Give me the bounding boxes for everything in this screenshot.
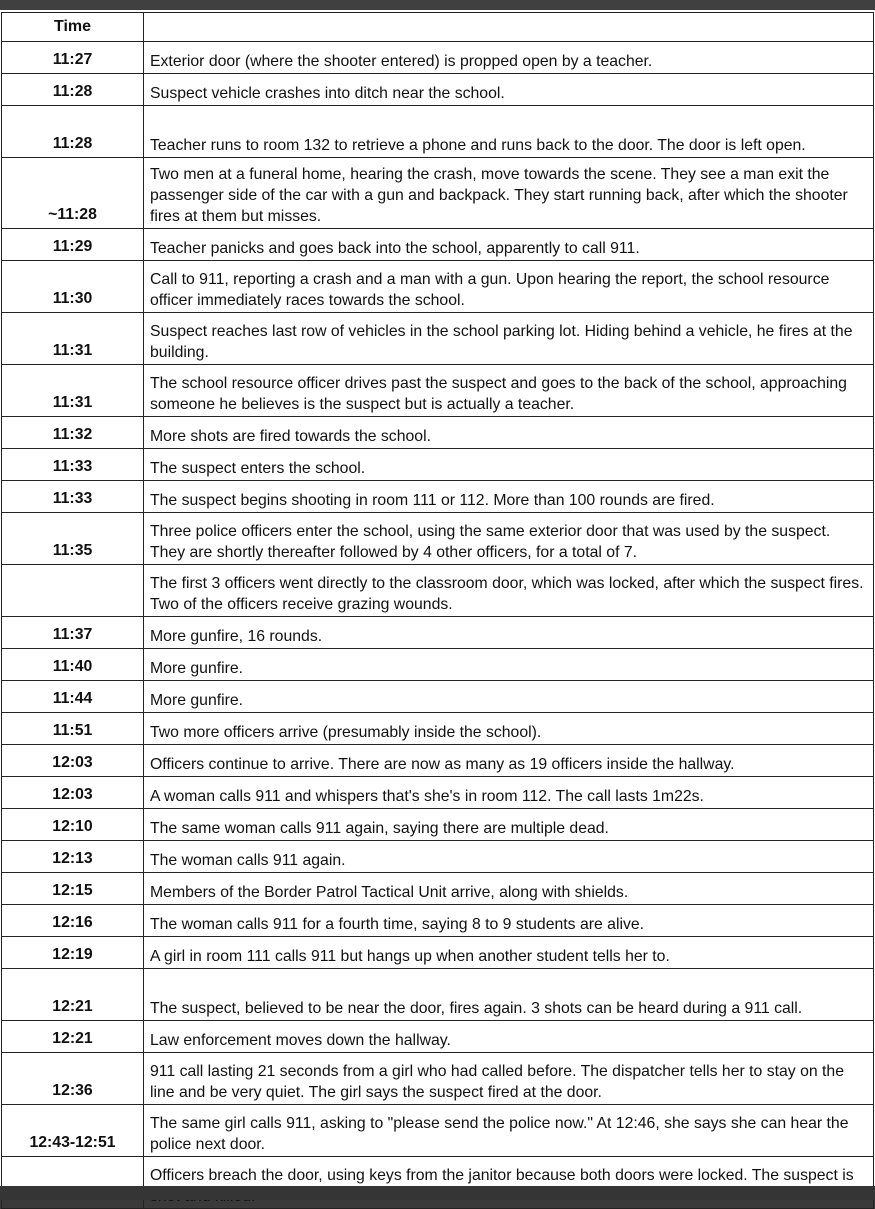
time-cell: 11:30 (2, 261, 144, 313)
table-row (2, 313, 874, 365)
table-row (2, 713, 874, 745)
table-row (2, 229, 874, 261)
event-cell: More gunfire. (144, 681, 874, 713)
event-cell: The suspect begins shooting in room 111 or 112. More than 100 rounds are fired. (144, 481, 874, 513)
table-row (2, 617, 874, 649)
table-row (2, 565, 874, 617)
event-cell: A girl in room 111 calls 911 but hangs up when another student tells her to. (144, 937, 874, 969)
table-row (2, 1021, 874, 1053)
table-row (2, 158, 874, 229)
table-row (2, 1053, 874, 1105)
time-cell: 11:51 (2, 713, 144, 745)
table-row (2, 365, 874, 417)
table-row (2, 937, 874, 969)
event-cell: More shots are fired towards the school. (144, 417, 874, 449)
table-row (2, 841, 874, 873)
table-row (2, 74, 874, 106)
event-cell: Three police officers enter the school, using the same exterior door that was used by the suspect. They are shortly thereafter followed by 4 other officers, for a total of 7. (144, 513, 874, 565)
header-row (2, 13, 874, 42)
time-cell (2, 1157, 144, 1209)
time-cell: 11:37 (2, 617, 144, 649)
event-cell: Teacher runs to room 132 to retrieve a phone and runs back to the door. The door is left open. (144, 106, 874, 158)
event-cell: Officers breach the door, using keys from the janitor because both doors were locked. The suspect is (144, 1157, 874, 1209)
event-cell: The same woman calls 911 again, saying there are multiple dead. (144, 809, 874, 841)
time-cell: 12:10 (2, 809, 144, 841)
time-cell: 11:33 (2, 449, 144, 481)
time-cell: 12:21 (2, 969, 144, 1021)
time-cell (2, 565, 144, 617)
table-row (2, 745, 874, 777)
time-cell: 12:03 (2, 745, 144, 777)
table-row (2, 261, 874, 313)
event-cell: 911 call lasting 21 seconds from a girl who had called before. The dispatcher tells her to stay on the line and be very quiet. The girl says the suspect fired at the door. (144, 1053, 874, 1105)
event-cell: Call to 911, reporting a crash and a man with a gun. Upon hearing the report, the school resource officer immediately races towards the school. (144, 261, 874, 313)
time-cell: 11:44 (2, 681, 144, 713)
event-cell: The first 3 officers went directly to the classroom door, which was locked, after which the suspect fires. Two of the officers receive grazing wounds. (144, 565, 874, 617)
event-cell: Exterior door (where the shooter entered) is propped open by a teacher. (144, 42, 874, 74)
time-cell: 11:28 (2, 106, 144, 158)
event-cell: The same girl calls 911, asking to "please send the police now." At 12:46, she says she can hear the police next door. (144, 1105, 874, 1157)
time-column-header: Time (2, 13, 144, 42)
time-cell: 11:29 (2, 229, 144, 261)
event-cell: More gunfire, 16 rounds. (144, 617, 874, 649)
time-cell: 12:13 (2, 841, 144, 873)
event-cell: The woman calls 911 again. (144, 841, 874, 873)
table-row (2, 513, 874, 565)
table-row (2, 969, 874, 1021)
table-row (2, 106, 874, 158)
table-row (2, 449, 874, 481)
time-cell: 11:31 (2, 313, 144, 365)
event-cell: Law enforcement moves down the hallway. (144, 1021, 874, 1053)
table-row (2, 42, 874, 74)
time-cell: 11:31 (2, 365, 144, 417)
table-row (2, 905, 874, 937)
time-cell: 12:03 (2, 777, 144, 809)
time-cell: 11:32 (2, 417, 144, 449)
time-cell: ~11:28 (2, 158, 144, 229)
event-cell: Two more officers arrive (presumably inside the school). (144, 713, 874, 745)
table-row (2, 809, 874, 841)
top-band (0, 0, 875, 10)
event-cell: The suspect, believed to be near the door, fires again. 3 shots can be heard during a 911 call. (144, 969, 874, 1021)
event-cell: Suspect reaches last row of vehicles in the school parking lot. Hiding behind a vehicle, he fires at the building. (144, 313, 874, 365)
event-cell: The woman calls 911 for a fourth time, saying 8 to 9 students are alive. (144, 905, 874, 937)
event-cell: Teacher panicks and goes back into the school, apparently to call 911. (144, 229, 874, 261)
table-row (2, 873, 874, 905)
event-column-header (144, 13, 874, 42)
time-cell: 12:15 (2, 873, 144, 905)
bottom-band (0, 1186, 875, 1200)
time-cell: 12:36 (2, 1053, 144, 1105)
event-cell: Two men at a funeral home, hearing the crash, move towards the scene. They see a man exit the passenger side of the car with a gun and backpack. They start running back, after which the shooter fires at them but misses. (144, 158, 874, 229)
time-cell: 12:16 (2, 905, 144, 937)
table-row (2, 649, 874, 681)
time-cell: 11:27 (2, 42, 144, 74)
event-cell: Suspect vehicle crashes into ditch near the school. (144, 74, 874, 106)
table-row (2, 481, 874, 513)
event-cell: The suspect enters the school. (144, 449, 874, 481)
time-cell: 11:35 (2, 513, 144, 565)
timeline-table (1, 12, 874, 1209)
time-cell: 12:43-12:51 (2, 1105, 144, 1157)
table-row (2, 777, 874, 809)
table-row (2, 1157, 874, 1209)
table-row (2, 681, 874, 713)
event-cell: Officers continue to arrive. There are now as many as 19 officers inside the hallway. (144, 745, 874, 777)
event-cell: The school resource officer drives past the suspect and goes to the back of the school, approaching someone he believes is the suspect but is actually a teacher. (144, 365, 874, 417)
time-cell: 12:21 (2, 1021, 144, 1053)
event-cell: Members of the Border Patrol Tactical Unit arrive, along with shields. (144, 873, 874, 905)
event-cell: A woman calls 911 and whispers that's she's in room 112. The call lasts 1m22s. (144, 777, 874, 809)
time-cell: 11:33 (2, 481, 144, 513)
time-cell: 12:19 (2, 937, 144, 969)
timeline-sheet (0, 10, 875, 1186)
event-cell: More gunfire. (144, 649, 874, 681)
table-row (2, 417, 874, 449)
time-cell: 11:40 (2, 649, 144, 681)
table-row (2, 1105, 874, 1157)
time-cell: 11:28 (2, 74, 144, 106)
